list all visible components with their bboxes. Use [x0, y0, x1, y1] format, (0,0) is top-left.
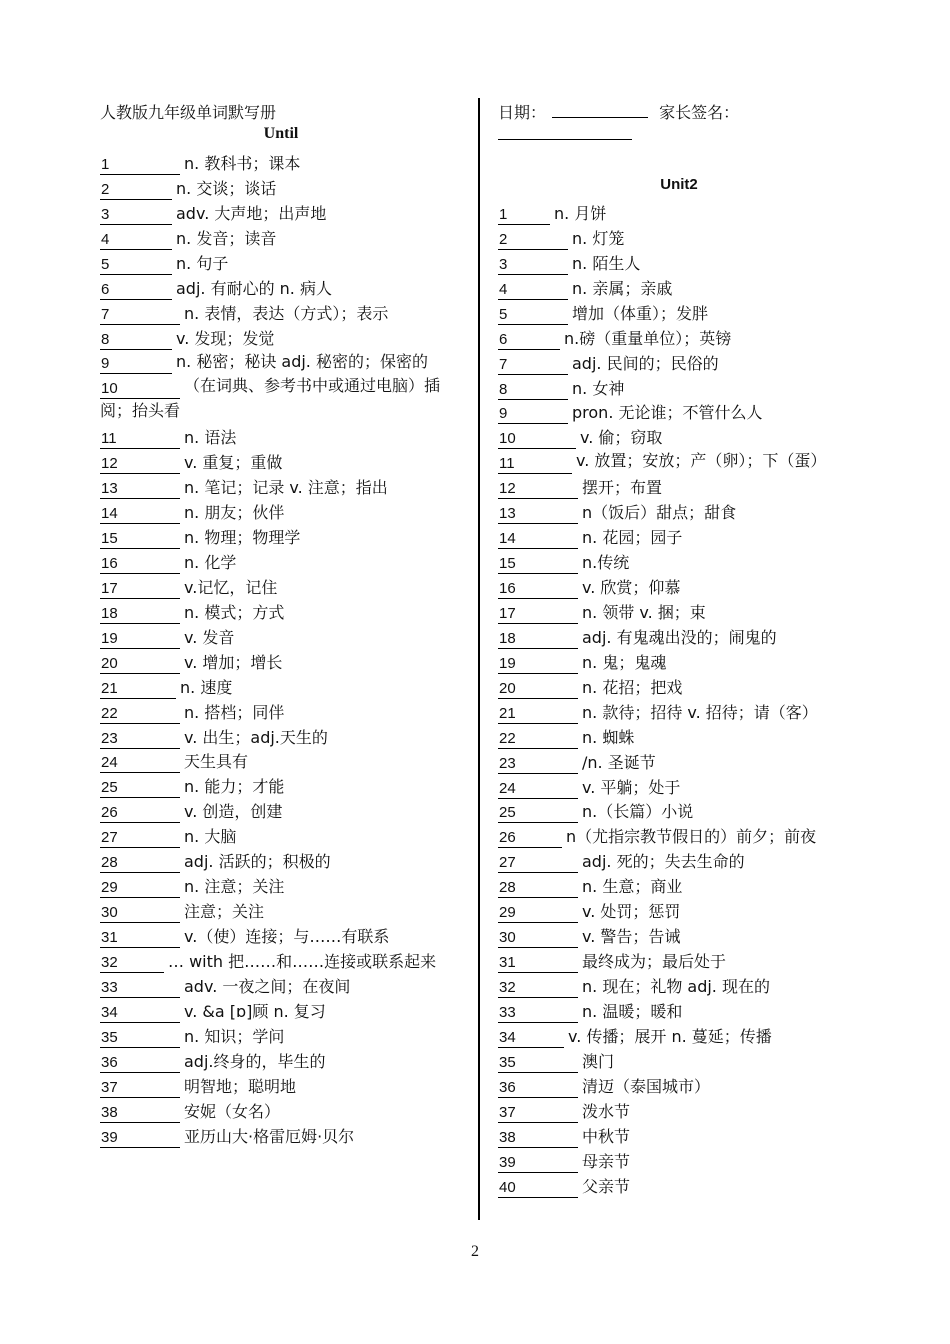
- word-definition: … with 把……和……连接或联系起来: [168, 951, 437, 971]
- word-definition: 亚历山大·格雷厄姆·贝尔: [184, 1126, 355, 1146]
- word-item: [498, 400, 878, 425]
- word-item: [100, 724, 460, 749]
- word-item: [100, 499, 460, 524]
- word-item: [100, 275, 460, 300]
- word-definition: n. 化学: [184, 552, 237, 572]
- answer-blank[interactable]: 11: [498, 454, 572, 474]
- answer-blank[interactable]: 17: [100, 579, 180, 599]
- answer-blank[interactable]: 16: [100, 554, 180, 574]
- book-title: 人教版九年级单词默写册: [100, 103, 277, 122]
- word-item: [498, 848, 878, 873]
- word-item: [498, 350, 878, 375]
- word-item: [498, 574, 878, 599]
- word-definition: n. 领带 v. 捆；束: [582, 602, 706, 622]
- answer-blank[interactable]: 35: [100, 1028, 180, 1048]
- word-definition: 天生具有: [184, 752, 249, 772]
- word-item: [498, 699, 878, 724]
- answer-blank[interactable]: 27: [498, 853, 578, 873]
- answer-blank[interactable]: 26: [100, 803, 180, 823]
- answer-blank[interactable]: 15: [100, 529, 180, 549]
- answer-blank[interactable]: 5: [498, 305, 568, 325]
- answer-blank[interactable]: 1: [100, 155, 180, 175]
- date-signature-header: [498, 100, 739, 144]
- word-definition: （在词典、参考书中或通过电脑）插阅；抬头看: [100, 376, 441, 421]
- word-item: [498, 774, 878, 799]
- answer-blank[interactable]: 31: [498, 953, 578, 973]
- word-item: [100, 225, 460, 250]
- answer-blank[interactable]: 25: [100, 778, 180, 798]
- word-item: [100, 325, 460, 350]
- word-definition: 父亲节: [582, 1176, 631, 1196]
- answer-blank[interactable]: 17: [498, 604, 578, 624]
- answer-blank[interactable]: 11: [100, 429, 180, 449]
- word-definition: n. 笔记；记录 v. 注意；指出: [184, 478, 388, 498]
- word-item: [100, 374, 460, 424]
- answer-blank[interactable]: 27: [100, 828, 180, 848]
- answer-blank[interactable]: 36: [498, 1078, 578, 1098]
- word-definition: n. 秘密；秘诀 adj. 秘密的；保密的: [176, 351, 428, 371]
- answer-blank[interactable]: 13: [498, 504, 578, 524]
- answer-blank[interactable]: 23: [100, 729, 180, 749]
- word-definition: n. 教科书；课本: [184, 153, 301, 173]
- answer-blank[interactable]: 28: [498, 878, 578, 898]
- word-definition: v.记忆，记住: [184, 577, 278, 597]
- answer-blank[interactable]: 26: [498, 828, 562, 848]
- word-item: [498, 923, 878, 948]
- word-definition: 清迈（泰国城市）: [582, 1076, 711, 1096]
- word-definition: n. 物理；物理学: [184, 528, 301, 548]
- word-definition: pron. 无论谁；不管什么人: [572, 403, 763, 423]
- word-item: [498, 1123, 878, 1148]
- word-definition: n. 交谈；谈话: [176, 178, 277, 198]
- word-definition: n. 搭档；同伴: [184, 702, 285, 722]
- word-definition: v. &a [ɒ]顾 n. 复习: [184, 1001, 326, 1021]
- word-definition: n. 大脑: [184, 827, 237, 847]
- word-item: [100, 250, 460, 275]
- word-item: [100, 1073, 460, 1098]
- word-item: [498, 1098, 878, 1123]
- word-definition: v. 创造，创建: [184, 802, 283, 822]
- answer-blank[interactable]: 21: [498, 704, 578, 724]
- word-item: [498, 250, 878, 275]
- word-definition: n. 表情，表达（方式）；表示: [184, 303, 389, 323]
- word-item: [498, 549, 878, 574]
- answer-blank[interactable]: 33: [100, 978, 180, 998]
- answer-blank[interactable]: 8: [100, 330, 172, 350]
- answer-blank[interactable]: 10: [498, 429, 576, 449]
- answer-blank[interactable]: 1: [498, 205, 550, 225]
- word-item: [498, 799, 878, 824]
- word-definition: n. 生意；商业: [582, 877, 683, 897]
- parent-sign-label: 家长签名：: [659, 103, 740, 122]
- word-definition: 注意；关注: [184, 902, 265, 922]
- word-definition: 泼水节: [582, 1101, 631, 1121]
- word-item: [100, 873, 460, 898]
- word-item: [100, 1098, 460, 1123]
- word-definition: v. 平躺；处于: [582, 777, 681, 797]
- date-label: 日期：: [498, 103, 547, 122]
- word-item: [498, 225, 878, 250]
- answer-blank[interactable]: 14: [498, 529, 578, 549]
- word-item: [100, 948, 460, 973]
- word-item: [100, 150, 460, 175]
- word-definition: v. 传播；展开 n. 蔓延；传播: [568, 1026, 772, 1046]
- answer-blank[interactable]: 5: [100, 255, 172, 275]
- word-definition: 母亲节: [582, 1151, 631, 1171]
- word-item: [498, 1173, 878, 1198]
- word-item: [498, 674, 878, 699]
- word-item: [100, 898, 460, 923]
- word-definition: n. 注意；关注: [184, 877, 285, 897]
- answer-blank[interactable]: 19: [498, 654, 578, 674]
- word-definition: v. 处罚；惩罚: [582, 902, 681, 922]
- word-item: [100, 424, 460, 449]
- word-item: [100, 848, 460, 873]
- word-item: [100, 998, 460, 1023]
- answer-blank[interactable]: 2: [100, 180, 172, 200]
- answer-blank[interactable]: 4: [498, 280, 568, 300]
- word-item: [100, 350, 460, 375]
- answer-blank[interactable]: 29: [100, 878, 180, 898]
- word-definition: n. 女神: [572, 378, 625, 398]
- word-item: [100, 474, 460, 499]
- word-definition: adj. 民间的；民俗的: [572, 353, 719, 373]
- word-definition: 安妮（女名）: [184, 1101, 281, 1121]
- word-definition: n. 朋友；伙伴: [184, 503, 285, 523]
- word-definition: n. 款待；招待 v. 招待；请（客）: [582, 702, 818, 722]
- answer-blank[interactable]: 14: [100, 504, 180, 524]
- word-item: [498, 200, 878, 225]
- word-definition: 明智地；聪明地: [184, 1076, 297, 1096]
- word-item: [100, 649, 460, 674]
- word-item: [100, 524, 460, 549]
- word-item: [100, 300, 460, 325]
- answer-blank[interactable]: 32: [100, 953, 164, 973]
- word-definition: v. 警告；告诫: [582, 927, 681, 947]
- answer-blank[interactable]: 22: [498, 729, 578, 749]
- word-definition: n. 句子: [176, 253, 229, 273]
- word-definition: n. 月饼: [554, 203, 607, 223]
- word-item: [498, 599, 878, 624]
- word-item: [498, 499, 878, 524]
- right-unit-title: Unit2: [660, 176, 698, 193]
- word-item: [100, 624, 460, 649]
- word-definition: adv. 一夜之间；在夜间: [184, 976, 351, 996]
- word-definition: adv. 大声地；出声地: [176, 203, 327, 223]
- left-word-list: [100, 150, 460, 1148]
- answer-blank[interactable]: 15: [498, 554, 578, 574]
- word-item: [498, 948, 878, 973]
- answer-blank[interactable]: 7: [100, 305, 180, 325]
- word-item: [498, 1073, 878, 1098]
- answer-blank[interactable]: 39: [498, 1153, 578, 1173]
- answer-blank[interactable]: 13: [100, 479, 180, 499]
- answer-blank[interactable]: 9: [100, 354, 172, 374]
- answer-blank[interactable]: 20: [100, 654, 180, 674]
- word-item: [100, 599, 460, 624]
- parent-sign-blank[interactable]: [498, 125, 632, 140]
- answer-blank[interactable]: 34: [100, 1003, 180, 1023]
- word-item: [100, 773, 460, 798]
- answer-blank[interactable]: 4: [100, 230, 172, 250]
- word-definition: n.磅（重量单位）；英镑: [564, 328, 732, 348]
- word-definition: n. 能力；才能: [184, 777, 285, 797]
- answer-blank[interactable]: 38: [100, 1103, 180, 1123]
- word-item: [100, 200, 460, 225]
- answer-blank[interactable]: 8: [498, 380, 568, 400]
- answer-blank[interactable]: 28: [100, 853, 180, 873]
- word-item: [100, 823, 460, 848]
- word-definition: 中秋节: [582, 1126, 631, 1146]
- word-item: [498, 325, 878, 350]
- answer-blank[interactable]: 38: [498, 1128, 578, 1148]
- word-item: [100, 449, 460, 474]
- answer-blank[interactable]: 34: [498, 1028, 564, 1048]
- column-divider: [478, 98, 480, 1220]
- answer-blank[interactable]: 37: [498, 1103, 578, 1123]
- answer-blank[interactable]: 19: [100, 629, 180, 649]
- answer-blank[interactable]: 18: [498, 629, 578, 649]
- word-definition: n（饭后）甜点；甜食: [582, 503, 737, 523]
- word-definition: adj. 有耐心的 n. 病人: [176, 278, 332, 298]
- word-definition: n. 鬼；鬼魂: [582, 652, 667, 672]
- word-definition: n. 亲属；亲戚: [572, 278, 673, 298]
- word-definition: 最终成为；最后处于: [582, 952, 727, 972]
- word-item: [498, 724, 878, 749]
- answer-blank[interactable]: 3: [498, 255, 568, 275]
- word-item: [498, 823, 878, 848]
- word-item: [498, 474, 878, 499]
- answer-blank[interactable]: 23: [498, 754, 578, 774]
- right-word-list: [498, 200, 878, 1198]
- word-item: [498, 300, 878, 325]
- word-definition: n. 模式；方式: [184, 602, 285, 622]
- word-item: [498, 424, 878, 449]
- word-item: [498, 275, 878, 300]
- word-item: [100, 923, 460, 948]
- word-definition: n. 语法: [184, 428, 237, 448]
- word-definition: adj. 死的；失去生命的: [582, 852, 745, 872]
- date-blank[interactable]: [552, 103, 648, 118]
- word-definition: v. 发现；发觉: [176, 328, 275, 348]
- word-item: [498, 649, 878, 674]
- word-item: [498, 973, 878, 998]
- word-definition: v. 重复；重做: [184, 453, 283, 473]
- word-definition: n. 发音；读音: [176, 228, 277, 248]
- word-definition: n.（长篇）小说: [582, 802, 694, 822]
- page-number: 2: [471, 1243, 479, 1260]
- answer-blank[interactable]: 6: [498, 330, 560, 350]
- answer-blank[interactable]: 37: [100, 1078, 180, 1098]
- answer-blank[interactable]: 7: [498, 355, 568, 375]
- word-definition: 澳门: [582, 1051, 615, 1071]
- answer-blank[interactable]: 2: [498, 230, 568, 250]
- word-item: [498, 624, 878, 649]
- answer-blank[interactable]: 6: [100, 280, 172, 300]
- word-item: [100, 749, 460, 774]
- answer-blank[interactable]: 30: [498, 928, 578, 948]
- answer-blank[interactable]: 20: [498, 679, 578, 699]
- word-definition: adj.终身的，毕生的: [184, 1051, 326, 1071]
- answer-blank[interactable]: 32: [498, 978, 578, 998]
- word-item: [498, 749, 878, 774]
- word-definition: n. 现在；礼物 adj. 现在的: [582, 977, 770, 997]
- word-item: [498, 873, 878, 898]
- answer-blank[interactable]: 9: [498, 404, 568, 424]
- word-definition: n. 陌生人: [572, 253, 641, 273]
- answer-blank[interactable]: 22: [100, 704, 180, 724]
- word-definition: v. 出生；adj.天生的: [184, 727, 328, 747]
- word-definition: v. 欣赏；仰慕: [582, 578, 681, 598]
- word-item: [498, 1048, 878, 1073]
- left-unit-title: Until: [263, 125, 299, 142]
- word-definition: /n. 圣诞节: [582, 752, 656, 772]
- answer-blank[interactable]: 12: [498, 479, 578, 499]
- answer-blank[interactable]: 10: [100, 379, 180, 399]
- word-item: [498, 375, 878, 400]
- answer-blank[interactable]: 36: [100, 1053, 180, 1073]
- word-definition: v.（使）连接；与……有联系: [184, 927, 390, 947]
- word-definition: v. 发音: [184, 627, 235, 647]
- answer-blank[interactable]: 25: [498, 803, 578, 823]
- answer-blank[interactable]: 40: [498, 1178, 578, 1198]
- word-item: [498, 1023, 878, 1048]
- word-item: [100, 973, 460, 998]
- answer-blank[interactable]: 3: [100, 205, 172, 225]
- word-definition: v. 增加；增长: [184, 652, 283, 672]
- word-definition: n. 花园；园子: [582, 528, 683, 548]
- word-definition: n. 温暖；暖和: [582, 1001, 683, 1021]
- word-definition: n. 蜘蛛: [582, 727, 635, 747]
- word-item: [100, 175, 460, 200]
- word-definition: n. 灯笼: [572, 228, 625, 248]
- word-item: [100, 549, 460, 574]
- word-definition: n（尤指宗教节假日的）前夕；前夜: [566, 827, 817, 847]
- word-item: [100, 1048, 460, 1073]
- word-definition: adj. 有鬼魂出没的；闹鬼的: [582, 627, 777, 647]
- answer-blank[interactable]: 21: [100, 679, 176, 699]
- word-definition: 增加（体重）；发胖: [572, 303, 709, 323]
- answer-blank[interactable]: 29: [498, 903, 578, 923]
- word-item: [100, 1023, 460, 1048]
- answer-blank[interactable]: 35: [498, 1053, 578, 1073]
- answer-blank[interactable]: 18: [100, 604, 180, 624]
- word-item: [498, 898, 878, 923]
- word-item: [100, 574, 460, 599]
- answer-blank[interactable]: 31: [100, 928, 180, 948]
- answer-blank[interactable]: 24: [498, 779, 578, 799]
- answer-blank[interactable]: 16: [498, 579, 578, 599]
- word-item: [100, 699, 460, 724]
- word-definition: v. 偷；窃取: [580, 428, 663, 448]
- word-item: [100, 674, 460, 699]
- word-definition: 摆开；布置: [582, 478, 663, 498]
- answer-blank[interactable]: 30: [100, 903, 180, 923]
- word-item: [498, 1148, 878, 1173]
- answer-blank[interactable]: 39: [100, 1128, 180, 1148]
- word-item: [498, 449, 878, 474]
- word-definition: n. 速度: [180, 677, 233, 697]
- word-definition: adj. 活跃的；积极的: [184, 852, 331, 872]
- word-definition: v. 放置；安放；产（卵）；下（蛋）: [576, 451, 827, 471]
- word-item: [498, 998, 878, 1023]
- word-definition: n. 知识；学问: [184, 1026, 285, 1046]
- word-definition: n. 花招；把戏: [582, 677, 683, 697]
- answer-blank[interactable]: 33: [498, 1003, 578, 1023]
- answer-blank[interactable]: 12: [100, 454, 180, 474]
- word-item: [498, 524, 878, 549]
- word-item: [100, 1123, 460, 1148]
- word-item: [100, 798, 460, 823]
- answer-blank[interactable]: 24: [100, 753, 180, 773]
- word-definition: n.传统: [582, 553, 630, 573]
